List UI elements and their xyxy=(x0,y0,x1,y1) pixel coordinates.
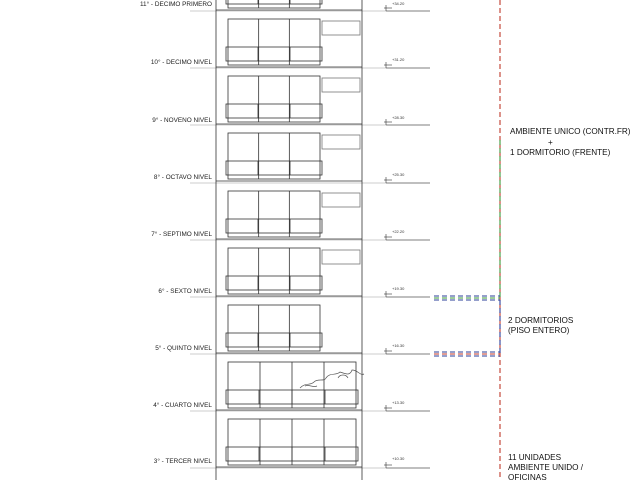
elevation-value: +25.30 xyxy=(392,172,405,177)
tree-sketch xyxy=(300,370,364,388)
svg-text:11 UNIDADES: 11 UNIDADES xyxy=(508,453,562,462)
balcony-rail xyxy=(226,47,322,61)
elevation-value: +28.30 xyxy=(392,115,405,120)
window-frame xyxy=(228,19,320,65)
svg-text:(PISO ENTERO): (PISO ENTERO) xyxy=(508,326,570,335)
note-upper xyxy=(510,127,631,157)
level-name: 7° - SEPTIMO NIVEL xyxy=(151,231,212,238)
level-name: 3° - TERCER NIVEL xyxy=(153,458,212,465)
svg-text:AMBIENTE UNICO (CONTR.FR): AMBIENTE UNICO (CONTR.FR) xyxy=(510,127,631,136)
svg-text:1 DORMITORIO (FRENTE): 1 DORMITORIO (FRENTE) xyxy=(510,148,611,157)
zone-connector-upper xyxy=(434,296,500,300)
side-panel xyxy=(322,21,360,35)
level-name: 8° - OCTAVO NIVEL xyxy=(153,174,212,181)
elevation-value: +31.20 xyxy=(392,57,405,62)
side-panel xyxy=(322,135,360,149)
balcony-rail xyxy=(226,333,322,347)
level-names xyxy=(140,0,212,465)
note-lower xyxy=(508,453,584,480)
elevation-values xyxy=(392,1,405,461)
level-name: 6° - SEXTO NIVEL xyxy=(158,288,212,295)
window-frame xyxy=(228,133,320,179)
window-frame xyxy=(228,305,320,351)
svg-text:AMBIENTE UNIDO /: AMBIENTE UNIDO / xyxy=(508,463,584,472)
elevation-value: +22.20 xyxy=(392,229,405,234)
elevation-value: +10.30 xyxy=(392,456,405,461)
zone-connector-lower xyxy=(434,352,500,356)
elevation-value: +19.30 xyxy=(392,286,405,291)
svg-text:OFICINAS: OFICINAS xyxy=(508,473,547,480)
svg-text:+: + xyxy=(548,138,553,147)
level-name: 10° - DECIMO NIVEL xyxy=(150,59,212,66)
level-name: 4° - CUARTO NIVEL xyxy=(153,402,212,409)
elevation-value: +34.20 xyxy=(392,1,405,6)
balcony-rail xyxy=(226,219,322,233)
level-name: 5° - QUINTO NIVEL xyxy=(155,345,212,352)
balcony-rail xyxy=(226,276,322,290)
window-frame xyxy=(228,76,320,122)
balcony-rail xyxy=(226,104,322,118)
elevation-value: +13.30 xyxy=(392,400,405,405)
elevation-value: +16.30 xyxy=(392,343,405,348)
level-name: 11° - DECIMO PRIMERO xyxy=(139,1,212,8)
side-panel xyxy=(322,78,360,92)
window-frame xyxy=(228,191,320,237)
note-middle xyxy=(508,316,574,335)
balcony-rail xyxy=(226,161,322,175)
side-panel xyxy=(322,250,360,264)
elevation-markers xyxy=(384,5,430,468)
svg-text:2 DORMITORIOS: 2 DORMITORIOS xyxy=(508,316,574,325)
level-name: 9° - NOVENO NIVEL xyxy=(152,117,212,124)
side-panel xyxy=(322,193,360,207)
balcony-rail xyxy=(226,0,322,4)
window-frame xyxy=(228,248,320,294)
